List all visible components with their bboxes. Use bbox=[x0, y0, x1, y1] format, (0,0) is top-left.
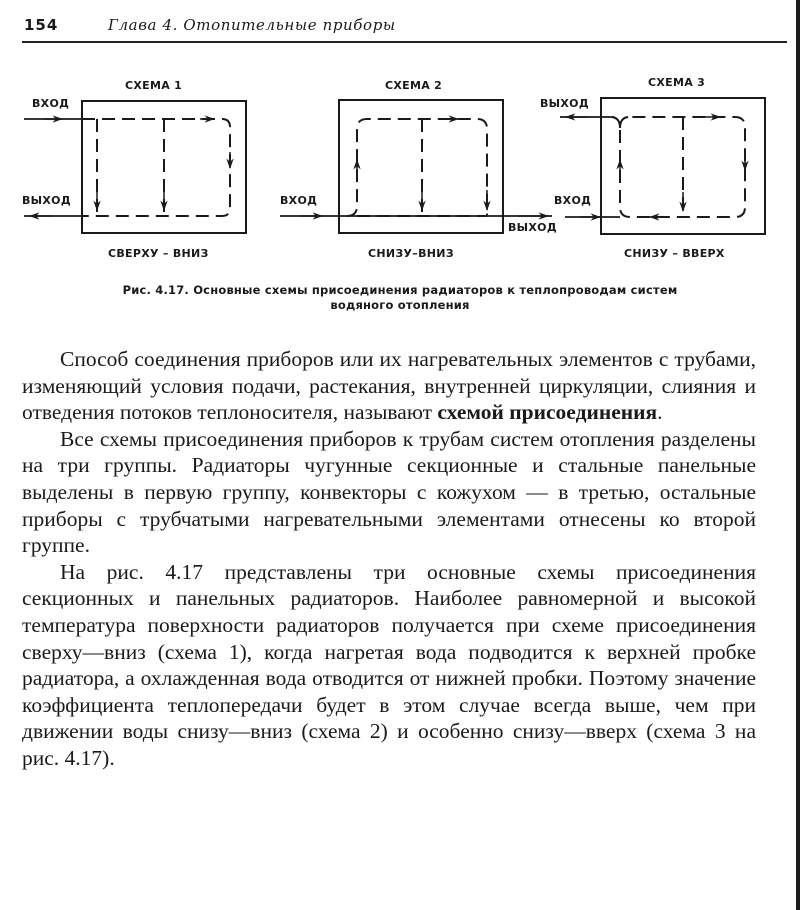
scheme-3-subtitle: СНИЗУ – ВВЕРХ bbox=[624, 247, 725, 260]
paragraph-1-text: Способ соединения приборов или их нагревательных элементов с трубами, изменяющий условия подачи, растекания, внутренней циркуляции, слияния и отведения потоков теплоносителя, называют bbox=[22, 347, 756, 425]
header-rule bbox=[22, 41, 787, 43]
term-connection-scheme: схемой присоединения bbox=[437, 400, 658, 425]
scheme-1-inlet-label: ВХОД bbox=[32, 97, 70, 110]
scheme-2-outlet-label: ВЫХОД bbox=[508, 221, 557, 234]
caption-line-2: водяного отопления bbox=[330, 298, 470, 312]
scheme-3-inlet-label: ВХОД bbox=[554, 194, 592, 207]
scheme-2-diagram bbox=[280, 100, 552, 233]
figure-4-17 bbox=[0, 60, 800, 280]
paragraph-3: На рис. 4.17 представлены три основные схемы присоединения секционных и панельных радиаторов. Наиболее равномерной и высокой температура поверхности радиаторов получается при схеме присоединения сверху—вниз (схема 1), когда нагретая вода подводится к верхней пробке радиатора, а охлажденная вода отводится от нижней пробки. Поэтому значение коэффициента теплопередачи будет в этом случае всегда выше, чем при движении воды снизу—вниз (схема 2) и особенно снизу—вверх (схема 3 на рис. 4.17). bbox=[22, 559, 756, 770]
scheme-1-subtitle: СВЕРХУ – ВНИЗ bbox=[108, 247, 209, 260]
scheme-1-title: СХЕМА 1 bbox=[125, 79, 183, 92]
page-number: 154 bbox=[24, 16, 59, 34]
body-text bbox=[22, 346, 756, 772]
scheme-1-diagram bbox=[24, 101, 246, 233]
scheme-1-outlet-label: ВЫХОД bbox=[22, 194, 71, 207]
outlet-branch-3a bbox=[612, 117, 620, 128]
scheme-3-outlet-label: ВЫХОД bbox=[540, 97, 589, 110]
paragraph-1 bbox=[22, 346, 756, 426]
scheme-3-title: СХЕМА 3 bbox=[648, 76, 706, 89]
paragraph-1-end: . bbox=[657, 400, 663, 425]
outlet-branch-3b bbox=[620, 117, 628, 128]
scheme-2-subtitle: СНИЗУ–ВНИЗ bbox=[368, 247, 454, 260]
flow-path-1 bbox=[82, 119, 230, 216]
running-head: Глава 4. Отопительные приборы bbox=[108, 16, 396, 34]
paragraph-2: Все схемы присоединения приборов к трубам систем отопления разделены на три группы. Радиаторы чугунные секционные и стальные панельные выделены в первую группу, конвекторы с кожухом — в третью, остальные приборы с трубчатыми нагревательными элементами отнесены ко второй группе. bbox=[22, 426, 756, 558]
figure-caption bbox=[22, 283, 778, 313]
flow-path-2 bbox=[347, 119, 487, 216]
scheme-2-title: СХЕМА 2 bbox=[385, 79, 443, 92]
page-header bbox=[22, 14, 787, 44]
scheme-2-inlet-label: ВХОД bbox=[280, 194, 318, 207]
caption-line-1: Рис. 4.17. Основные схемы присоединения радиаторов к теплопроводам систем bbox=[122, 283, 678, 297]
scheme-3-diagram bbox=[560, 98, 765, 234]
